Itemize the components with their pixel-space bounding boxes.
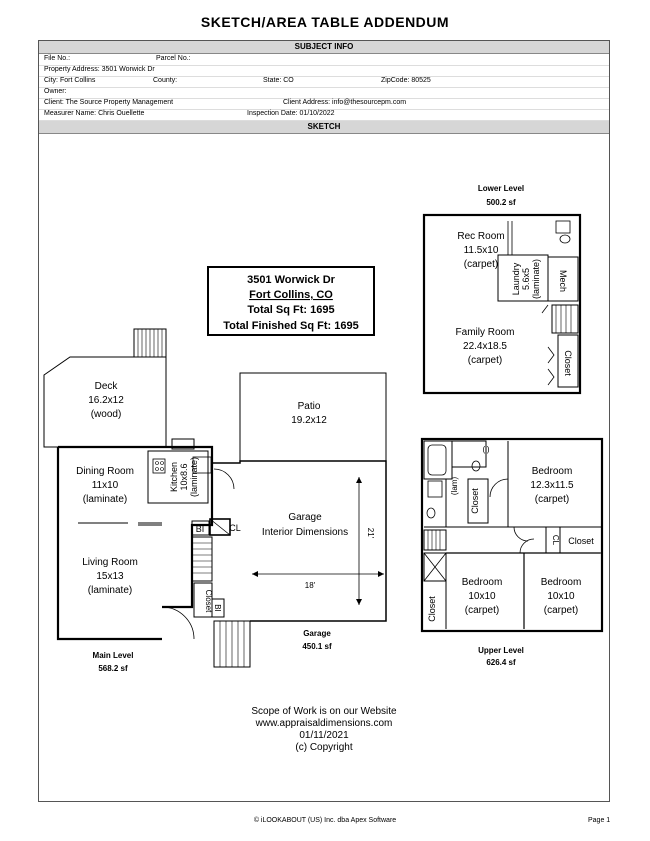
mech-label: Mech [558, 269, 568, 293]
file-no: File No.: [44, 55, 71, 62]
subject-info-header: SUBJECT INFO [39, 41, 609, 54]
garage-width-dim: 18' [304, 581, 316, 590]
dining-dims: 11x10 [91, 480, 119, 491]
garage-desc: Interior Dimensions [261, 527, 349, 538]
garage-area: 450.1 sf [302, 642, 332, 651]
date-note: 01/11/2021 [299, 730, 349, 741]
upper-cl-label: CL [551, 534, 560, 546]
patio-dims: 19.2x12 [291, 415, 327, 426]
bedroom-3-name: Bedroom [540, 577, 582, 588]
main-closet-label: Closet [204, 589, 213, 613]
garage-depth-dim: 21' [366, 527, 375, 539]
upper-l-label: (l) [482, 445, 490, 454]
info-row-file [39, 54, 609, 66]
info-row-client [39, 98, 609, 110]
bedroom-2-dims: 10x10 [468, 591, 496, 602]
property-address: Property Address: 3501 Worwick Dr [44, 66, 155, 73]
upper-lam-label: (lam) [450, 476, 459, 496]
zip-code: ZipCode: 80525 [381, 77, 431, 84]
info-row-owner [39, 87, 609, 99]
upper-closet-c: Closet [427, 596, 437, 622]
rec-room-name: Rec Room [457, 231, 505, 242]
scope-note: Scope of Work is on our Website [251, 706, 397, 717]
garage-name: Garage [288, 512, 322, 523]
sketch-header: SKETCH [39, 121, 609, 134]
bedroom-1-dims: 12.3x11.5 [530, 480, 574, 491]
upper-level-walls [422, 439, 602, 631]
stove-icon [153, 459, 165, 473]
family-room-name: Family Room [455, 327, 515, 338]
bedroom-1-finish: (carpet) [534, 494, 570, 505]
builtin-label: BI [195, 524, 205, 534]
info-row-address [39, 65, 609, 77]
state: State: CO [263, 77, 294, 84]
copyright-note: (c) Copyright [295, 742, 353, 753]
deck-finish: (wood) [90, 409, 122, 420]
main-level-label: Main Level [92, 651, 134, 660]
rec-room-finish: (carpet) [463, 259, 499, 270]
upper-closet-a: Closet [470, 488, 480, 514]
closet-cl-label: CL [229, 523, 241, 533]
family-room-dims: 22.4x18.5 [463, 341, 507, 352]
inspection-date: Inspection Date: 01/10/2022 [247, 110, 335, 117]
patio-name: Patio [297, 401, 321, 412]
info-address: 3501 Worwick Dr [247, 274, 335, 286]
document-title: SKETCH/AREA TABLE ADDENDUM [200, 14, 450, 30]
lower-level-area: 500.2 sf [486, 198, 516, 207]
builtin-label-2: BI [213, 604, 222, 612]
info-city: Fort Collins, CO [249, 289, 333, 301]
dining-finish: (laminate) [82, 494, 128, 505]
client-address: Client Address: info@thesourcepm.com [283, 99, 407, 106]
client: Client: The Source Property Management [44, 99, 174, 106]
toilet-icon-upper [427, 508, 435, 518]
deck-name: Deck [94, 381, 118, 392]
floor-plan-sketch [38, 133, 610, 801]
family-room-finish: (carpet) [467, 355, 503, 366]
info-row-measurer [39, 109, 609, 121]
living-dims: 15x13 [96, 571, 124, 582]
deck-dims: 16.2x12 [88, 395, 124, 406]
owner: Owner: [44, 88, 67, 95]
kitchen-finish: (laminate) [189, 456, 199, 498]
living-name: Living Room [82, 557, 138, 568]
lower-closet-label: Closet [563, 350, 573, 376]
main-level-area: 568.2 sf [98, 664, 128, 673]
bedroom-3-dims: 10x10 [547, 591, 575, 602]
lower-level-label: Lower Level [477, 184, 525, 193]
bedroom-2-finish: (carpet) [464, 605, 500, 616]
upper-level-plan [422, 439, 602, 631]
info-finished-sqft: Total Finished Sq Ft: 1695 [223, 320, 359, 332]
footer-copyright: © iLOOKABOUT (US) Inc. dba Apex Software [253, 817, 397, 824]
upper-stairs [424, 530, 446, 550]
bathtub-icon [428, 445, 446, 475]
city: City: Fort Collins [44, 77, 96, 84]
footer-page-number: Page 1 [588, 817, 611, 824]
laundry-dims: 5.6x5 [521, 267, 531, 291]
website-note: www.appraisaldimensions.com [255, 718, 393, 729]
main-stairs [192, 537, 212, 581]
info-row-city [39, 76, 609, 88]
dining-name: Dining Room [76, 466, 134, 477]
rec-room-dims: 11.5x10 [463, 245, 499, 256]
county: County: [153, 77, 178, 84]
bedroom-3-finish: (carpet) [543, 605, 579, 616]
toilet-icon [560, 235, 570, 243]
laundry-name: Laundry [511, 262, 521, 296]
upper-level-label: Upper Level [478, 646, 524, 655]
living-finish: (laminate) [87, 585, 133, 596]
garage-walls [212, 461, 386, 621]
upper-closet-b: Closet [568, 536, 594, 546]
info-total-sqft: Total Sq Ft: 1695 [247, 304, 335, 316]
kitchen-dims: 10x8.6 [179, 463, 189, 491]
garage-plan [212, 461, 386, 621]
laundry-finish: (laminate) [531, 258, 541, 300]
measurer-name: Measurer Name: Chris Ouellette [44, 110, 145, 117]
bedroom-1-name: Bedroom [531, 466, 573, 477]
parcel-no: Parcel No.: [156, 55, 191, 62]
kitchen-name: Kitchen [169, 461, 179, 493]
bedroom-2-name: Bedroom [461, 577, 503, 588]
garage-label: Garage [303, 629, 331, 638]
upper-level-area: 626.4 sf [486, 658, 516, 667]
